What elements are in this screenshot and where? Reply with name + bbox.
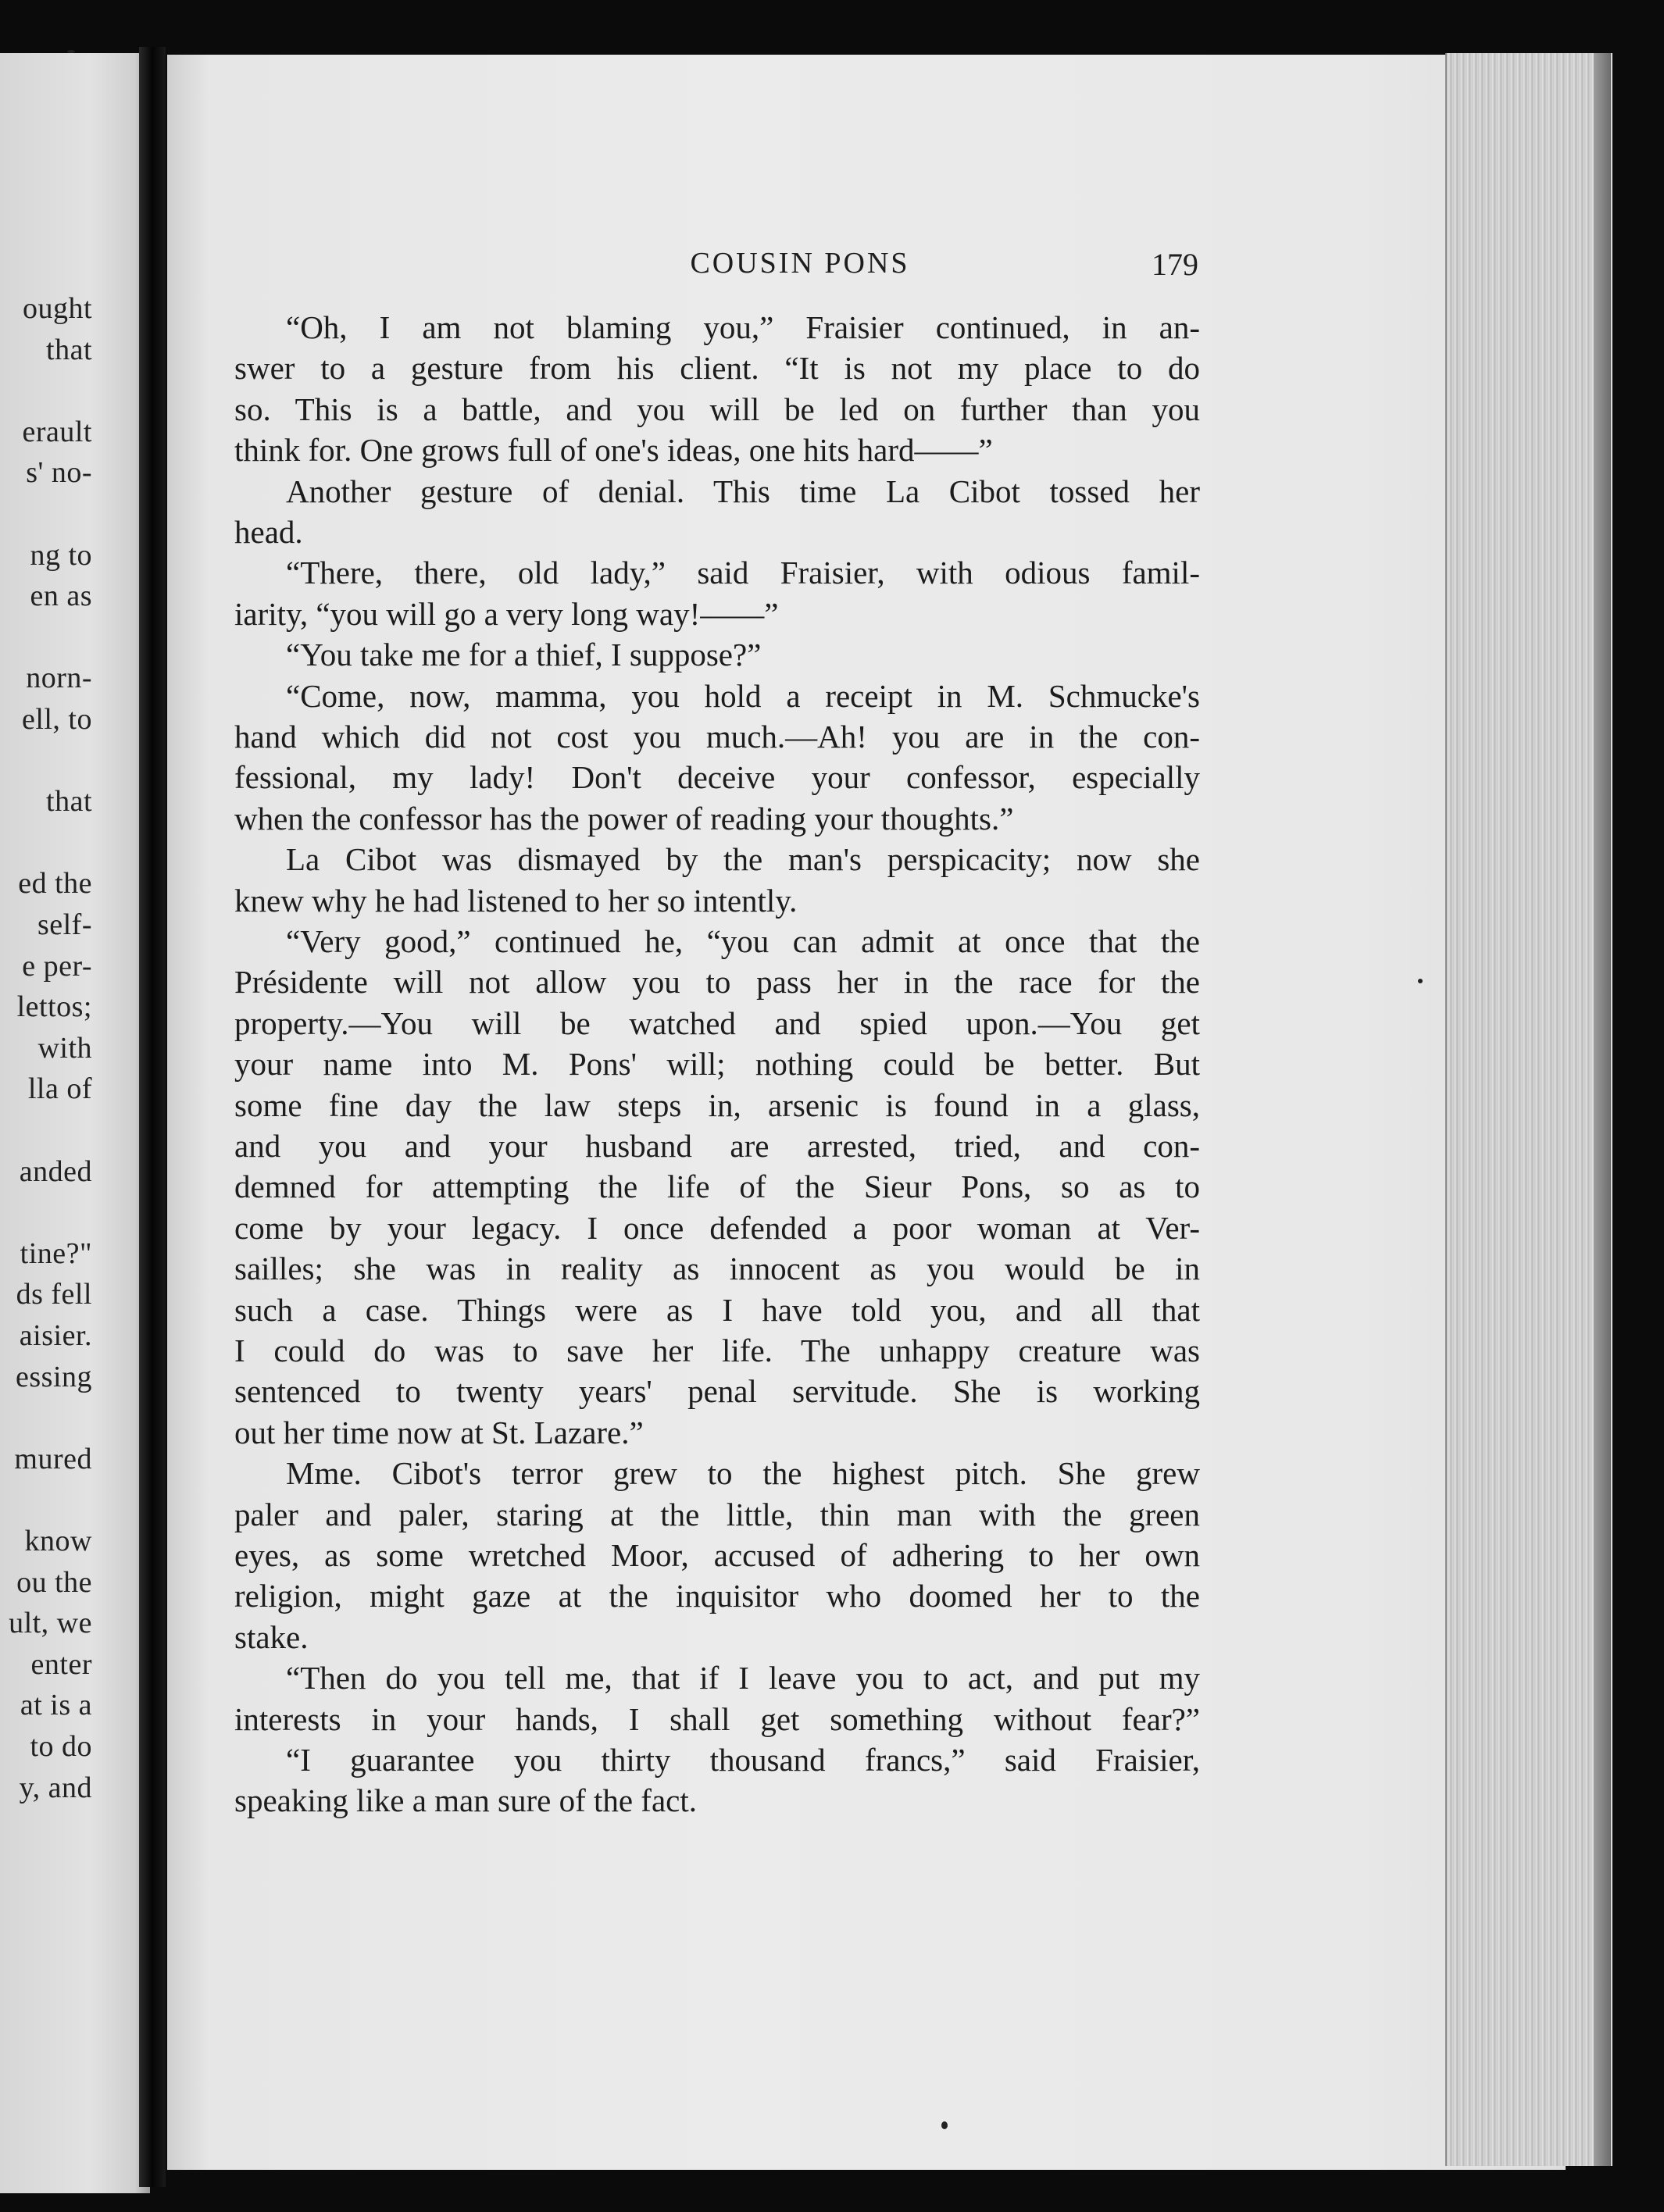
left-page-line: ed the [18, 867, 92, 901]
left-page-line: that [46, 333, 92, 366]
scan-speck [1418, 979, 1423, 983]
left-page-line: norn- [26, 662, 92, 695]
left-page-line: anded [19, 1154, 92, 1188]
left-page-line: tine?" [20, 1236, 92, 1270]
text-line: I could do was to save her life. The unhappy creature was [234, 1333, 1200, 1368]
left-page-line: at is a [20, 1689, 92, 1722]
page-edge-stack [1445, 53, 1612, 2166]
text-line: such a case. Things were as I have told you, and all that [234, 1291, 1200, 1328]
text-line: knew why he had listened to her so intently. [234, 882, 798, 919]
text-line: swer to a gesture from his client. “It is not my place to do [234, 350, 1200, 387]
left-page-line: know [24, 1525, 92, 1557]
page-edge-shadow [1594, 53, 1611, 2166]
left-page-line: essing [16, 1360, 92, 1393]
text-line: “Oh, I am not blaming you,” Fraisier continued, in an- [286, 309, 1200, 345]
left-page-line: ds fell [16, 1278, 92, 1311]
left-page-line: ought [22, 292, 92, 325]
left-page-line: erault [22, 415, 92, 448]
text-line: come by your legacy. I once defended a poor woman at Ver- [234, 1209, 1200, 1246]
left-page-line: e per- [22, 949, 92, 983]
text-line: “You take me for a thief, I suppose?” [286, 637, 762, 673]
scan-speck [941, 2121, 948, 2129]
text-line: stake. [234, 1618, 309, 1655]
left-page-line: that [46, 785, 92, 819]
text-line: some fine day the law steps in, arsenic is found in a glass, [234, 1086, 1200, 1123]
text-line: your name into M. Pons' will; nothing could be better. But [234, 1046, 1200, 1083]
text-line: iarity, “you will go a very long way!——” [234, 595, 779, 632]
left-page-line: self- [37, 908, 92, 941]
text-line: fessional, my lady! Don't deceive your confessor, especially [234, 759, 1200, 796]
left-page-line: enter [30, 1647, 92, 1681]
text-line: demned for attempting the life of the Sieur Pons, so as to [234, 1168, 1200, 1205]
text-line: sailles; she was in reality as innocent as you would be in [234, 1250, 1200, 1287]
left-page-line: with [37, 1031, 92, 1065]
running-head [402, 246, 1198, 285]
text-line: head. [234, 514, 303, 550]
left-page-line: lla of [27, 1072, 92, 1106]
text-line: “Then do you tell me, that if I leave you to act, and put my [286, 1660, 1200, 1696]
text-line: eyes, as some wretched Moor, accused of adhering to her own [234, 1537, 1200, 1573]
text-line: “Very good,” continued he, “you can admit at once that the [286, 923, 1200, 959]
text-line: property.—You will be watched and spied upon.—You get [234, 1004, 1200, 1041]
text-line: sentenced to twenty years' penal servitude. She is working [234, 1373, 1200, 1410]
running-title: COUSIN PONS [690, 247, 910, 280]
left-page-line: aisier. [19, 1319, 92, 1352]
text-line: Another gesture of denial. This time La Cibot tossed her [286, 473, 1200, 509]
text-line: interests in your hands, I shall get something without fear?” [234, 1700, 1200, 1737]
left-page-line: ou the [16, 1565, 92, 1599]
text-line: when the confessor has the power of reading your thoughts.” [234, 800, 1014, 837]
text-line: think for. One grows full of one's ideas, one hits hard——” [234, 432, 993, 469]
text-line: hand which did not cost you much.—Ah! you are in the con- [234, 719, 1200, 755]
left-page-text-fragments [0, 53, 92, 2193]
left-page-line: ng to [30, 538, 92, 572]
text-line: “I guarantee you thirty thousand francs,” said Fraisier, [286, 1742, 1200, 1778]
text-line: so. This is a battle, and you will be led on further than you [234, 391, 1200, 427]
text-line: paler and paler, staring at the little, thin man with the green [234, 1496, 1200, 1532]
left-page-line: ult, we [9, 1607, 92, 1640]
text-line: Présidente will not allow you to pass her in the race for the [234, 964, 1200, 1001]
text-line: “There, there, old lady,” said Fraisier, with odious famil- [286, 555, 1200, 591]
left-page-line: y, and [19, 1771, 92, 1804]
text-line: religion, might gaze at the inquisitor who doomed her to the [234, 1578, 1200, 1614]
text-line: out her time now at St. Lazare.” [234, 1414, 644, 1450]
left-page-line: en as [30, 580, 92, 613]
left-page-line: lettos; [16, 990, 92, 1024]
text-line: “Come, now, mamma, you hold a receipt in M. Schmucke's [286, 677, 1200, 714]
text-line: and you and your husband are arrested, tried, and con- [234, 1128, 1200, 1164]
left-page-line: mured [14, 1442, 92, 1475]
text-line: Mme. Cibot's terror grew to the highest pitch. She grew [286, 1455, 1200, 1492]
left-page-line: to do [30, 1730, 92, 1763]
page-number: 179 [1152, 247, 1198, 282]
book-gutter [139, 47, 166, 2187]
text-line: speaking like a man sure of the fact. [234, 1782, 697, 1819]
text-line: La Cibot was dismayed by the man's perspicacity; now she [286, 841, 1200, 878]
left-page-line: s' no- [26, 456, 92, 490]
scan-speck [67, 50, 75, 53]
left-page-line: ell, to [21, 703, 92, 736]
left-facing-page [0, 53, 150, 2193]
